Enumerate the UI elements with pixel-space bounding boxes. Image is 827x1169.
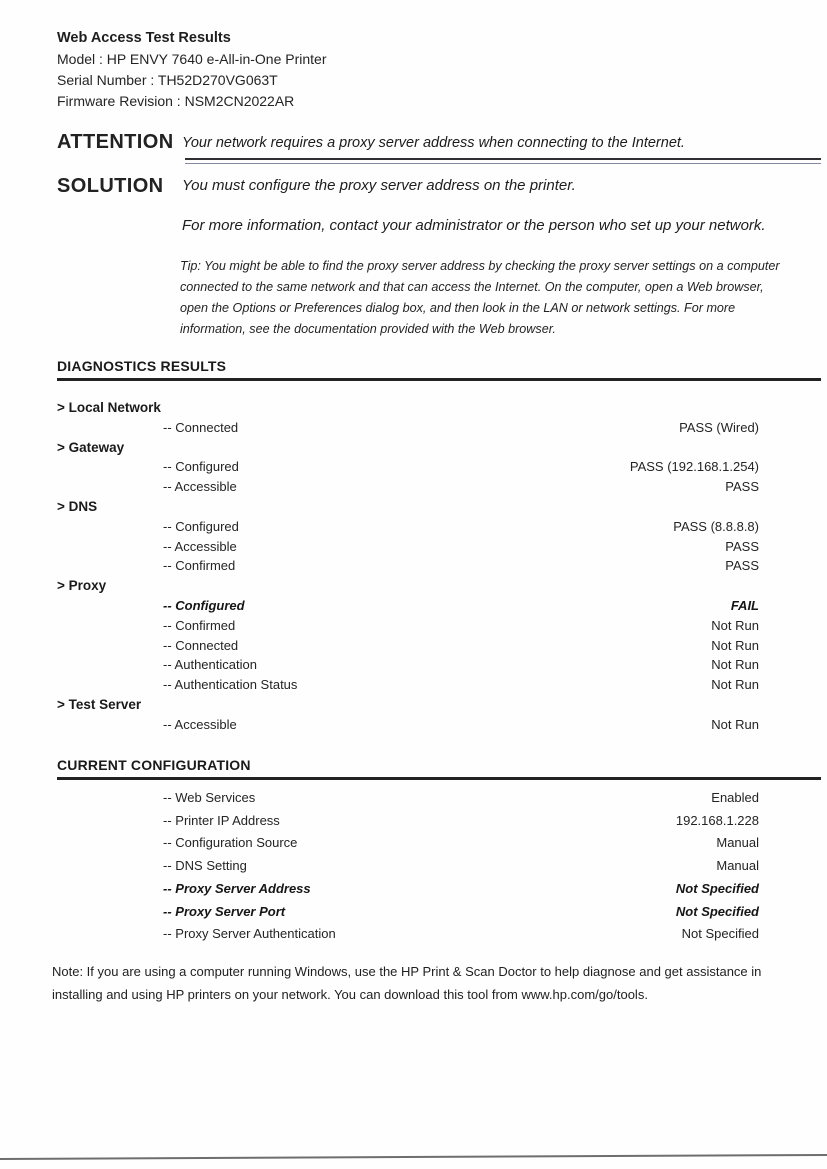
diagnostic-row (57, 675, 759, 695)
configuration-row (57, 787, 759, 810)
diagnostic-label: -- Connected (163, 637, 239, 653)
solution-message: You must configure the proxy server address on the printer. (182, 177, 576, 194)
configuration-value: Not Specified (681, 926, 759, 942)
diagnostic-row (57, 477, 759, 497)
report-title: Web Access Test Results (57, 30, 231, 46)
configuration-list (57, 787, 759, 946)
report-header (57, 28, 327, 112)
diagnostic-row (57, 537, 759, 557)
configuration-value: 192.168.1.228 (675, 812, 759, 828)
diagnostics-list (57, 398, 759, 735)
configuration-row (57, 810, 759, 833)
diagnostic-value: Not Run (711, 637, 759, 653)
diagnostic-row (57, 418, 759, 438)
configuration-row-proxy-address (57, 878, 759, 901)
diagnostic-value: PASS (725, 538, 759, 554)
configuration-label: -- Printer IP Address (163, 812, 280, 828)
diagnostic-row (57, 517, 759, 537)
configuration-label: -- Proxy Server Authentication (163, 926, 336, 942)
diagnostic-value: PASS (192.168.1.254) (629, 459, 759, 475)
diagnostic-row (57, 457, 759, 477)
configuration-heading: CURRENT CONFIGURATION (57, 757, 251, 773)
diagnostic-row (57, 715, 759, 735)
configuration-row (57, 832, 759, 855)
diagnostic-label: -- Accessible (163, 479, 237, 495)
diagnostic-value: Not Run (711, 657, 759, 673)
scan-edge-line (0, 1154, 827, 1160)
configuration-value: Not Specified (675, 880, 759, 896)
tip-line: Tip: You might be able to find the proxy server address by checking the proxy server settings on a computer (180, 259, 780, 273)
configuration-value: Enabled (711, 790, 759, 805)
diagnostic-label: -- Authentication Status (163, 677, 298, 693)
solution-tip (180, 256, 827, 340)
attention-message: Your network requires a proxy server address when connecting to the Internet. (182, 135, 685, 151)
diagnostic-group-proxy: > Proxy (57, 578, 107, 594)
diagnostic-value: Not Run (711, 716, 759, 732)
configuration-row-proxy-port (57, 901, 759, 924)
configuration-value: Manual (716, 835, 759, 851)
diagnostic-row (57, 616, 759, 636)
diagnostic-group-dns: > DNS (57, 498, 98, 514)
configuration-row (57, 923, 759, 946)
diagnostic-group-test-server: > Test Server (57, 696, 142, 712)
configuration-section (57, 757, 821, 946)
attention-heading: ATTENTION (57, 131, 174, 153)
configuration-row (57, 855, 759, 878)
note-line: installing and using HP printers on your network. You can download this tool from www.hp.com/go/tools. (52, 987, 648, 1002)
diagnostic-value: PASS (8.8.8.8) (673, 518, 759, 534)
firmware-revision: Firmware Revision : NSM2CN2022AR (57, 93, 295, 109)
configuration-divider (57, 777, 821, 780)
footer-note (52, 960, 761, 1006)
diagnostic-value: Not Run (711, 677, 759, 693)
diagnostic-value: Not Run (711, 617, 759, 633)
diagnostic-row-proxy-configured-fail (57, 596, 759, 616)
diagnostics-heading: DIAGNOSTICS RESULTS (57, 358, 227, 374)
configuration-value: Manual (716, 858, 759, 874)
diagnostic-label: -- Configured (163, 459, 239, 475)
diagnostic-row (57, 636, 759, 656)
configuration-label: -- Proxy Server Port (163, 903, 286, 919)
diagnostic-label: -- Confirmed (163, 617, 236, 633)
tip-line: open the Options or Preferences dialog box, and then look in the LAN or network settings. For more (180, 301, 736, 315)
diagnostic-label: -- Configured (163, 518, 239, 534)
diagnostic-label: -- Accessible (163, 538, 237, 554)
printer-serial-number: Serial Number : TH52D270VG063T (57, 72, 278, 88)
configuration-label: -- Web Services (163, 790, 256, 805)
note-line: Note: If you are using a computer running Windows, use the HP Print & Scan Doctor to help diagnose and get assistance in (52, 964, 762, 979)
diagnostic-label: -- Configured (163, 597, 245, 613)
diagnostic-label: -- Authentication (163, 657, 257, 673)
diagnostic-group-local-network: > Local Network (57, 400, 161, 415)
diagnostic-group-gateway: > Gateway (57, 439, 125, 455)
diagnostic-label: -- Connected (163, 419, 239, 435)
solution-more-info: For more information, contact your administrator or the person who set up your network. (182, 217, 766, 234)
diagnostic-value-fail: FAIL (730, 597, 759, 613)
printer-model: Model : HP ENVY 7640 e-All-in-One Printer (57, 51, 327, 67)
configuration-label: -- Proxy Server Address (163, 880, 311, 896)
configuration-value: Not Specified (675, 903, 759, 919)
diagnostic-label: -- Confirmed (163, 558, 236, 574)
diagnostic-value: PASS (Wired) (679, 419, 759, 435)
attention-divider (185, 158, 821, 164)
configuration-label: -- DNS Setting (163, 858, 247, 874)
diagnostics-divider (57, 378, 821, 381)
tip-line: information, see the documentation provided with the Web browser. (180, 322, 556, 336)
diagnostic-value: PASS (725, 558, 759, 574)
configuration-label: -- Configuration Source (163, 835, 298, 851)
solution-heading: SOLUTION (57, 175, 164, 197)
diagnostic-row (57, 556, 759, 576)
tip-line: connected to the same network and that can access the Internet. On the computer, open a Web browser, (180, 280, 764, 294)
diagnostic-value: PASS (725, 479, 759, 495)
diagnostic-label: -- Accessible (163, 716, 237, 732)
diagnostic-row (57, 655, 759, 675)
diagnostics-section (57, 358, 821, 735)
